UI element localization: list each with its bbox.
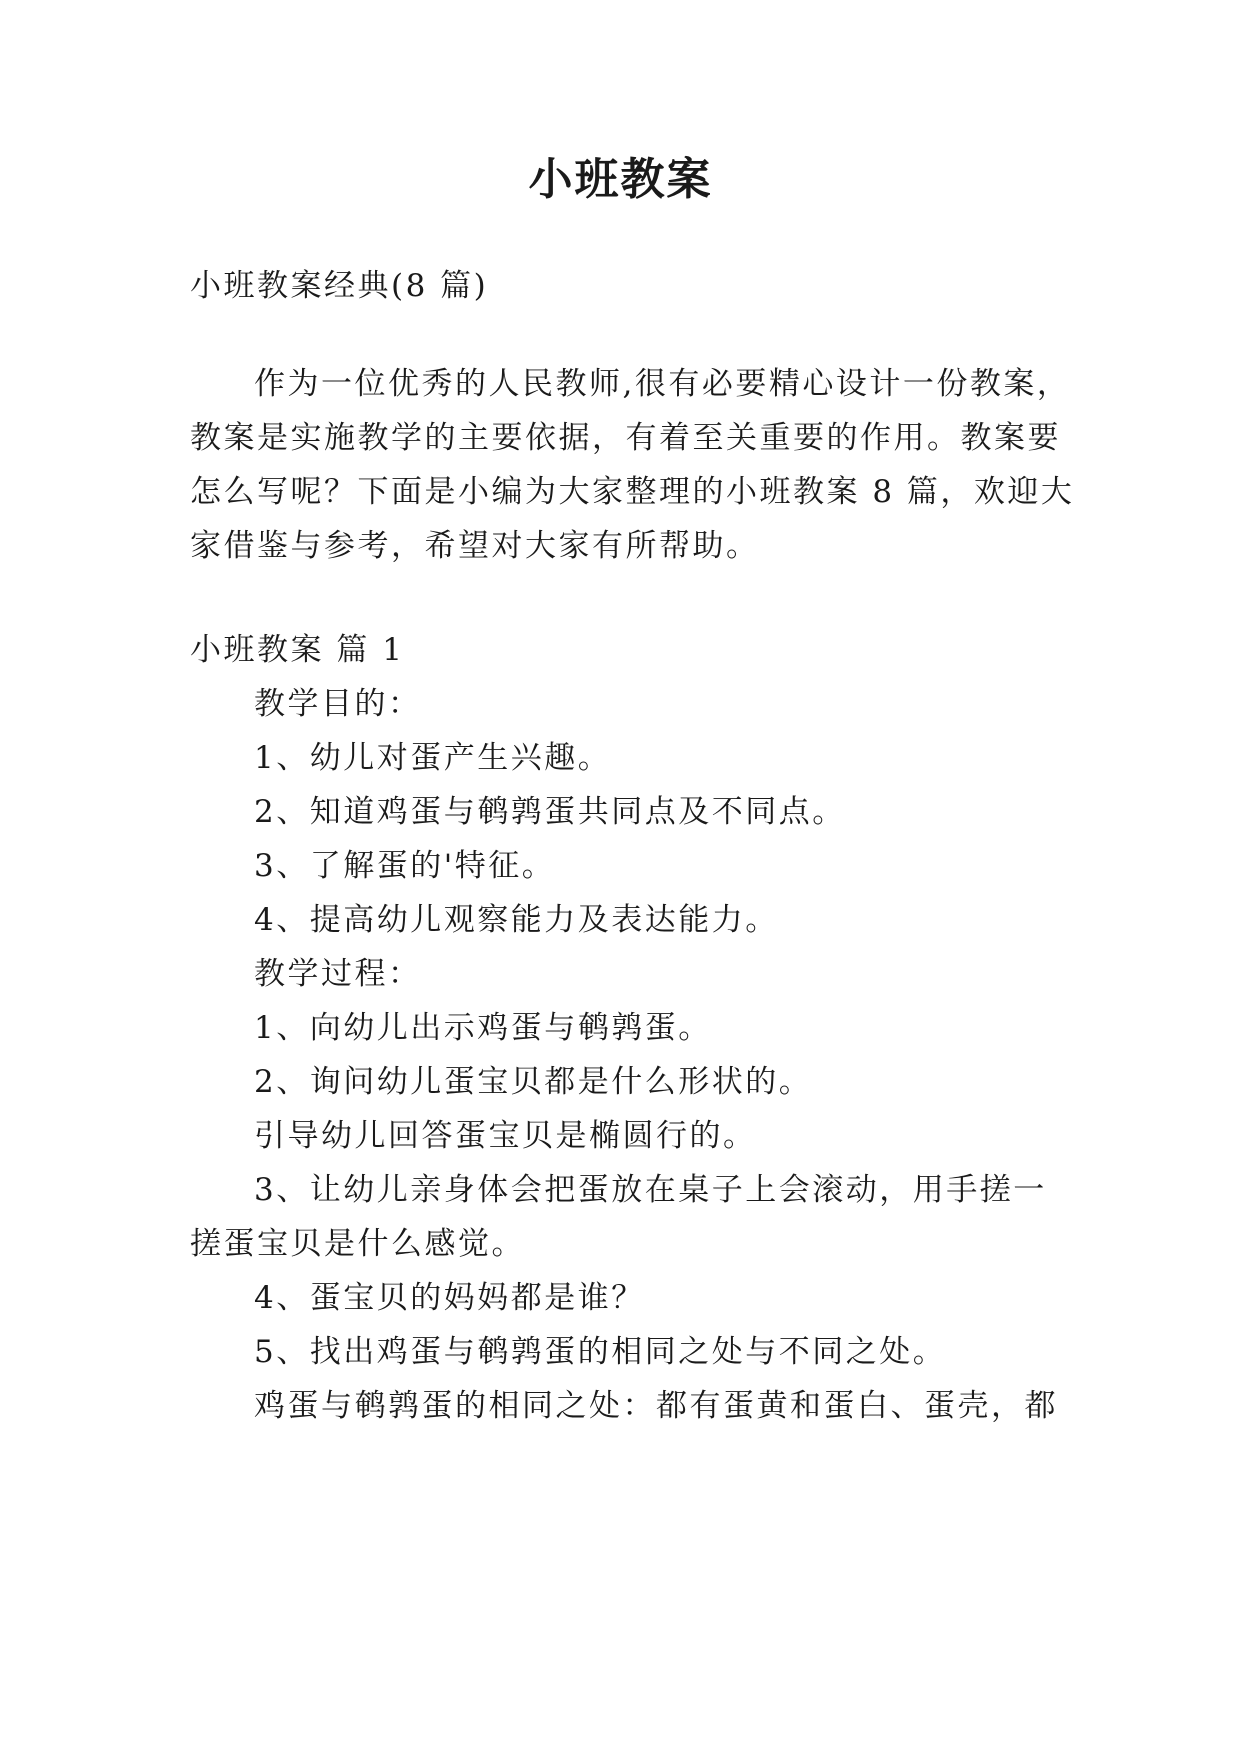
document-subtitle: 小班教案经典(8 篇)	[190, 268, 489, 304]
body-line-7: 1、向幼儿出示鸡蛋与鹌鹑蛋。	[254, 1010, 712, 1046]
intro-line-1: 作为一位优秀的人民教师,很有必要精心设计一份教案，	[254, 366, 1071, 402]
section-heading: 小班教案 篇 1	[190, 632, 405, 668]
body-line-10: 3、让幼儿亲身体会把蛋放在桌子上会滚动，用手搓一	[254, 1172, 1047, 1208]
body-line-12: 4、蛋宝贝的妈妈都是谁？	[254, 1280, 645, 1316]
body-line-2: 1、幼儿对蛋产生兴趣。	[254, 740, 612, 776]
body-line-14: 鸡蛋与鹌鹑蛋的相同之处：都有蛋黄和蛋白、蛋壳，都	[254, 1388, 1058, 1424]
body-line-9: 引导幼儿回答蛋宝贝是椭圆行的。	[254, 1118, 757, 1154]
body-line-5: 4、提高幼儿观察能力及表达能力。	[254, 902, 779, 938]
intro-line-2: 教案是实施教学的主要依据，有着至关重要的作用。教案要	[190, 420, 1061, 456]
body-line-1: 教学目的：	[254, 686, 422, 722]
body-line-11: 搓蛋宝贝是什么感觉。	[190, 1226, 525, 1262]
intro-line-4: 家借鉴与参考，希望对大家有所帮助。	[190, 528, 760, 564]
body-line-3: 2、知道鸡蛋与鹌鹑蛋共同点及不同点。	[254, 794, 846, 830]
document-title: 小班教案	[528, 154, 713, 205]
body-line-6: 教学过程：	[254, 956, 422, 992]
intro-line-3: 怎么写呢？下面是小编为大家整理的小班教案 8 篇，欢迎大	[190, 474, 1075, 510]
body-line-4: 3、了解蛋的'特征。	[254, 848, 556, 884]
body-line-13: 5、找出鸡蛋与鹌鹑蛋的相同之处与不同之处。	[254, 1334, 947, 1370]
body-line-8: 2、询问幼儿蛋宝贝都是什么形状的。	[254, 1064, 813, 1100]
